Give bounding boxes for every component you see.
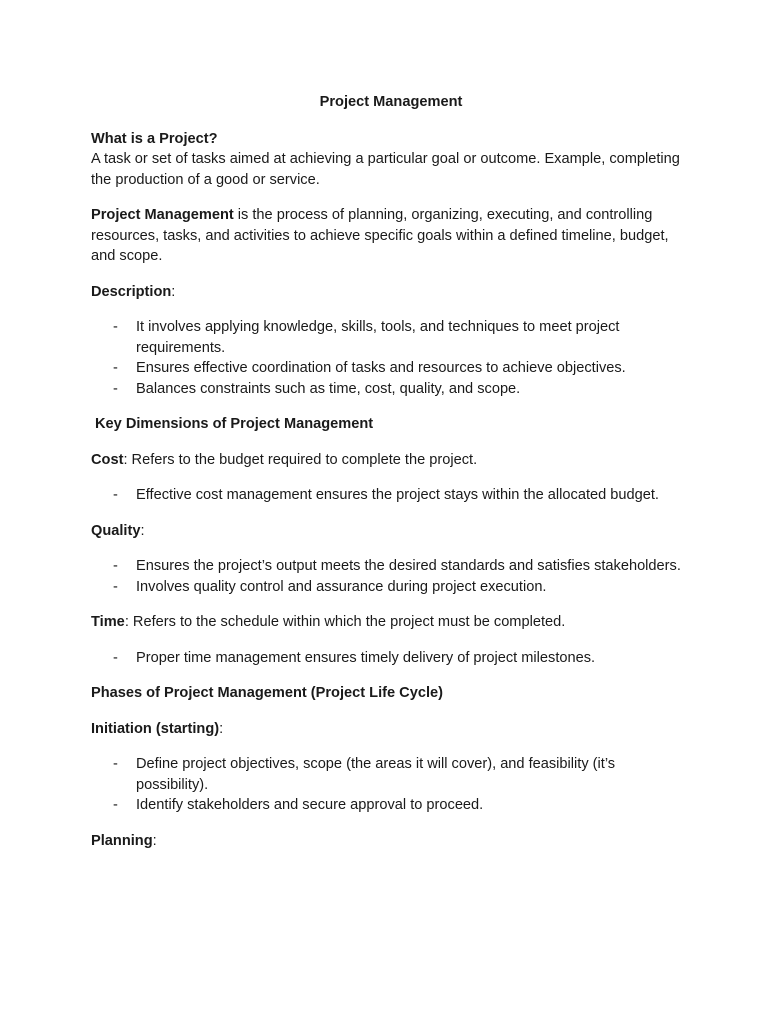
list-item: - Balances constraints such as time, cost, quality, and scope.	[136, 379, 691, 400]
list-item: - It involves applying knowledge, skills, tools, and techniques to meet project requirements.	[136, 317, 691, 358]
quality-label-line: Quality:	[91, 522, 145, 539]
time-text: : Refers to the schedule within which the project must be completed.	[124, 614, 566, 630]
cost-text: : Refers to the budget required to complete the project.	[123, 451, 478, 468]
page-title: Project Management	[319, 94, 463, 110]
list-item: - Ensures effective coordination of tasks and resources to achieve objectives.	[136, 358, 691, 379]
planning-label: Planning	[91, 832, 153, 849]
list-item: - Involves quality control and assurance during project execution.	[136, 577, 691, 598]
project-management-text: is the process of planning, organizing, executing, and controlling resources, tasks, and activities to achieve specific goals within a defined timeline, budget, and scope.	[91, 207, 669, 264]
what-is-project-section	[91, 129, 691, 191]
description-label-line: Description:	[91, 283, 176, 300]
what-is-project-heading: What is a Project?	[91, 130, 218, 147]
what-is-project-text: A task or set of tasks aimed at achieving a particular goal or outcome. Example, completing the production of a good or service.	[91, 151, 680, 188]
list-item: - Effective cost management ensures the project stays within the allocated budget.	[136, 485, 691, 506]
list-item: - Ensures the project’s output meets the desired standards and satisfies stakeholders.	[136, 556, 691, 577]
phases-heading: Phases of Project Management (Project Life Cycle)	[91, 685, 443, 701]
project-management-term: Project Management	[91, 207, 234, 223]
quality-label: Quality	[91, 522, 141, 539]
initiation-label-line: Initiation (starting):	[91, 720, 224, 737]
cost-label: Cost	[91, 451, 124, 468]
project-management-definition	[91, 205, 691, 267]
time-line	[91, 612, 691, 633]
list-item: - Proper time management ensures timely delivery of project milestones.	[136, 648, 691, 669]
description-label: Description	[91, 283, 172, 300]
list-item: - Define project objectives, scope (the areas it will cover), and feasibility (it’s possibility).	[136, 754, 691, 795]
initiation-list	[91, 754, 691, 816]
time-list	[91, 648, 691, 669]
key-dimensions-heading: Key Dimensions of Project Management	[95, 416, 374, 432]
description-list	[91, 317, 691, 399]
planning-label-line: Planning:	[91, 832, 157, 849]
time-label: Time	[91, 614, 125, 630]
cost-list	[91, 485, 691, 506]
cost-line	[91, 450, 691, 471]
list-item: - Identify stakeholders and secure approval to proceed.	[136, 795, 691, 816]
document-page	[91, 92, 691, 866]
initiation-label: Initiation (starting)	[91, 720, 220, 737]
quality-list	[91, 556, 691, 597]
